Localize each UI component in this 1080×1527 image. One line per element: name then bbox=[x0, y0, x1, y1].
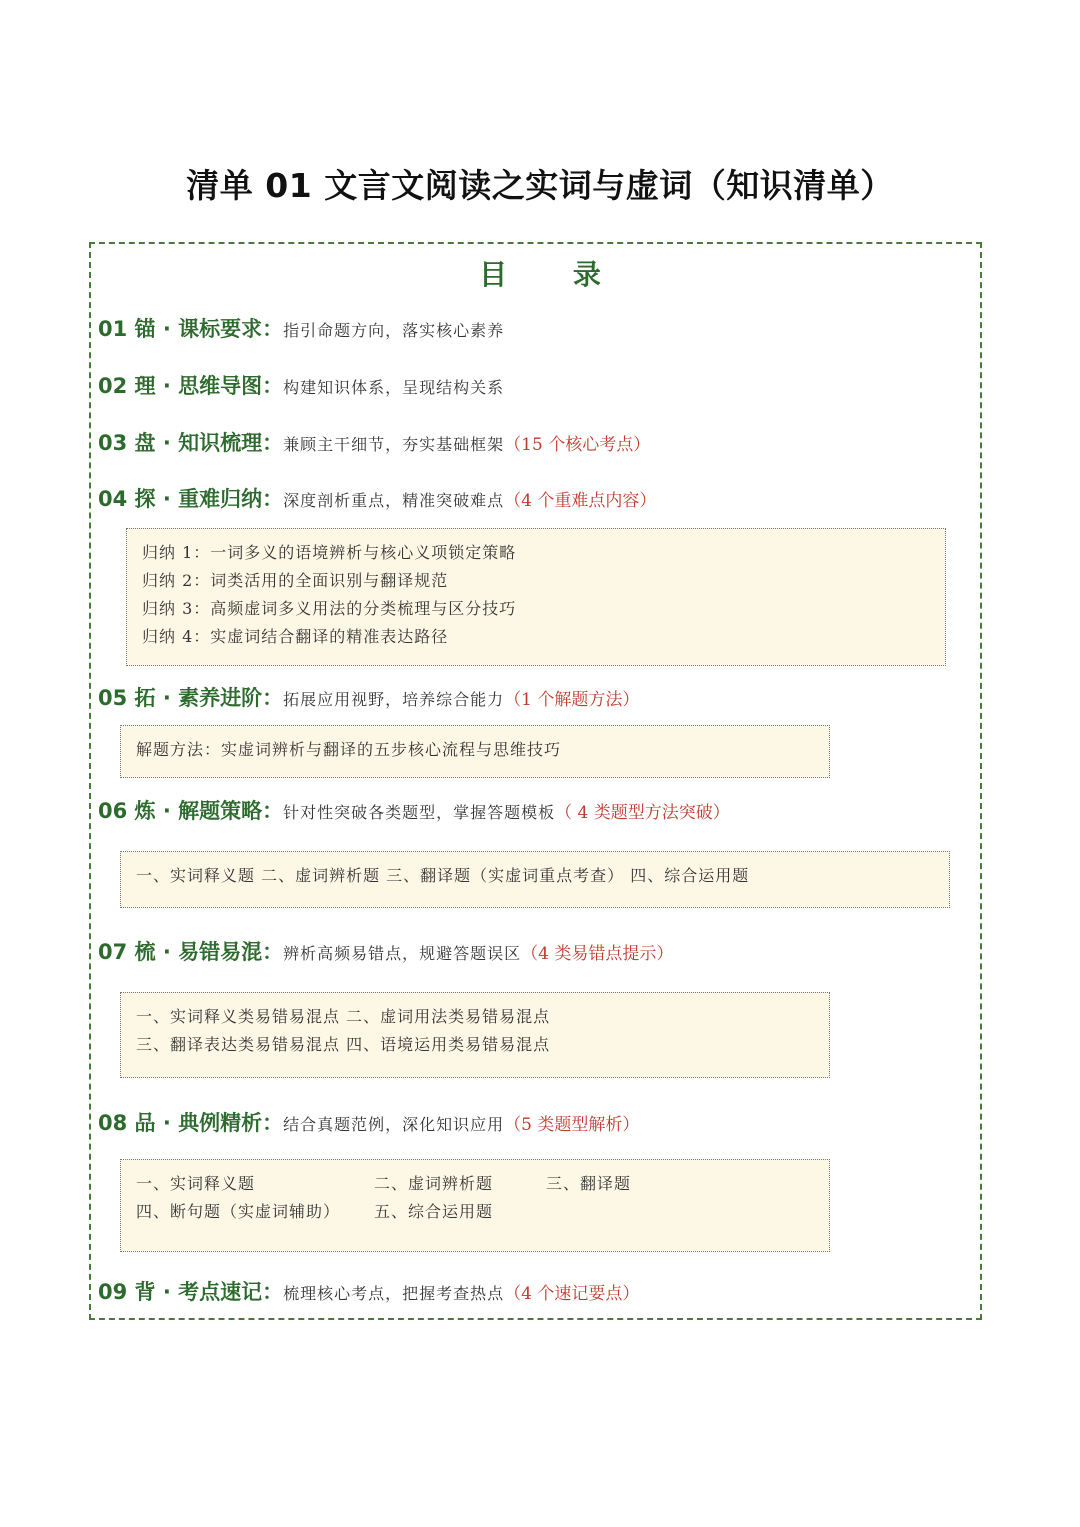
toc-section-04 bbox=[98, 483, 656, 515]
list-item: 归纳 2：词类活用的全面识别与翻译规范 bbox=[142, 571, 449, 590]
list-row bbox=[136, 1198, 814, 1226]
list-item: 一、实词释义题 bbox=[136, 1174, 256, 1193]
section-label: 08 品 · 典例精析： bbox=[98, 1111, 284, 1135]
section-description: 兼顾主干细节，夯实基础框架 bbox=[283, 435, 505, 454]
list-item: 一、实词释义题 二、虚词辨析题 三、翻译题（实虚词重点考查） 四、综合运用题 bbox=[136, 866, 750, 885]
section-label: 02 理 · 思维导图： bbox=[98, 374, 284, 398]
list-item: 归纳 1：一词多义的语境辨析与核心义项锁定策略 bbox=[142, 543, 517, 562]
section-label: 01 锚 · 课标要求： bbox=[98, 317, 284, 341]
toc-section-02 bbox=[98, 370, 504, 402]
toc-section-01 bbox=[98, 313, 504, 345]
toc-section-07 bbox=[98, 936, 673, 968]
document-title: 清单 01 文言文阅读之实词与虚词（知识清单） bbox=[186, 166, 894, 205]
section-note: （15 个核心考点） bbox=[504, 435, 651, 455]
box-05-method bbox=[120, 725, 830, 778]
box-07-pitfalls bbox=[120, 992, 830, 1078]
section-description: 指引命题方向，落实核心素养 bbox=[283, 321, 505, 340]
list-item: 归纳 4：实虚词结合翻译的精准表达路径 bbox=[142, 627, 449, 646]
section-note: （4 类易错点提示） bbox=[521, 944, 674, 964]
section-description: 梳理核心考点，把握考查热点 bbox=[283, 1284, 505, 1303]
section-label: 05 拓 · 素养进阶： bbox=[98, 686, 284, 710]
list-item: 五、综合运用题 bbox=[374, 1202, 494, 1221]
toc-section-06 bbox=[98, 795, 730, 827]
section-note: （4 个重难点内容） bbox=[504, 491, 657, 511]
section-label: 09 背 · 考点速记： bbox=[98, 1280, 284, 1304]
box-04-summary bbox=[126, 528, 946, 666]
list-item: 三、翻译表达类易错易混点 四、语境运用类易错易混点 bbox=[136, 1035, 551, 1054]
list-item: 三、翻译题 bbox=[546, 1174, 632, 1193]
section-description: 辨析高频易错点，规避答题误区 bbox=[283, 944, 522, 963]
section-label: 06 炼 · 解题策略： bbox=[98, 799, 284, 823]
list-item: 解题方法：实虚词辨析与翻译的五步核心流程与思维技巧 bbox=[136, 740, 562, 759]
section-description: 构建知识体系，呈现结构关系 bbox=[283, 378, 505, 397]
section-description: 拓展应用视野，培养综合能力 bbox=[283, 690, 505, 709]
section-description: 深度剖析重点，精准突破难点 bbox=[283, 491, 505, 510]
toc-section-08 bbox=[98, 1107, 639, 1139]
toc-section-09 bbox=[98, 1276, 639, 1308]
list-item: 四、断句题（实虚词辅助） bbox=[136, 1202, 341, 1221]
list-item: 二、虚词辨析题 bbox=[374, 1174, 494, 1193]
section-note: （4 个速记要点） bbox=[504, 1284, 640, 1304]
section-label: 07 梳 · 易错易混： bbox=[98, 940, 284, 964]
toc-section-03 bbox=[98, 427, 650, 459]
list-item: 归纳 3：高频虚词多义用法的分类梳理与区分技巧 bbox=[142, 599, 517, 618]
section-label: 03 盘 · 知识梳理： bbox=[98, 431, 284, 455]
toc-heading: 目 录 bbox=[479, 258, 629, 291]
section-label: 04 探 · 重难归纳： bbox=[98, 487, 284, 511]
section-note: （ 4 类题型方法突破） bbox=[555, 803, 730, 823]
list-item: 一、实词释义类易错易混点 二、虚词用法类易错易混点 bbox=[136, 1007, 551, 1026]
section-description: 针对性突破各类题型，掌握答题模板 bbox=[283, 803, 556, 822]
section-note: （5 类题型解析） bbox=[504, 1115, 640, 1135]
section-description: 结合真题范例，深化知识应用 bbox=[283, 1115, 505, 1134]
toc-section-05 bbox=[98, 682, 639, 714]
box-08-examples bbox=[120, 1159, 830, 1252]
box-06-strategies bbox=[120, 851, 950, 908]
section-note: （1 个解题方法） bbox=[504, 690, 640, 710]
list-row bbox=[136, 1170, 814, 1198]
